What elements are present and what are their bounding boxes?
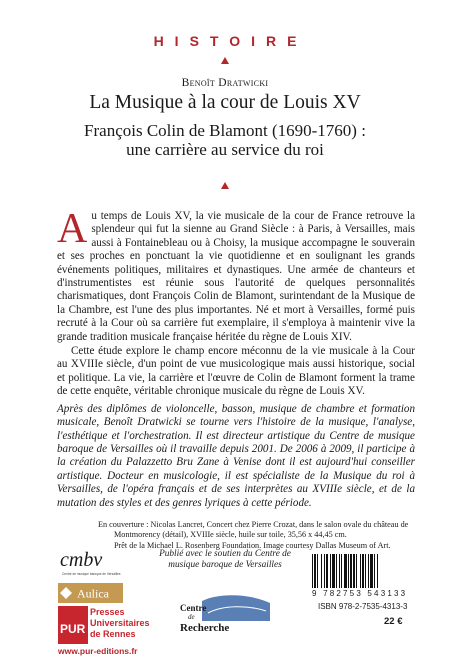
subtitle-line-1: François Colin de Blamont (1690-1760) : bbox=[84, 121, 366, 140]
series-label: HISTOIRE bbox=[153, 33, 308, 49]
barcode-bar bbox=[350, 554, 352, 588]
svg-text:Centre de musique baroque de V: Centre de musique baroque de Versailles bbox=[62, 572, 121, 576]
barcode-icon bbox=[310, 554, 416, 588]
barcode-bar bbox=[365, 554, 366, 588]
paragraph-2: Cette étude explore le champ encore méconnu de la vie musicale à la Cour au XVIIIe siècle, d'un point de vue musicologique mais aussi historique, social et politique. La vie, la carrière et l'œuvre de Colin de Blamont forment la trame de cette enquête, véritable chronique musicale du règne de Louis XV. bbox=[57, 345, 415, 398]
cover-credits bbox=[98, 520, 418, 551]
book-title: La Musique à la cour de Louis XV bbox=[89, 92, 361, 113]
barcode-bar bbox=[336, 554, 337, 588]
barcode-bar bbox=[356, 554, 357, 588]
barcode-bar bbox=[317, 554, 318, 588]
credits-line-2: Prêt de la Michael L. Rosenberg Foundation. Image courtesy Dallas Museum of Art. bbox=[114, 540, 391, 550]
barcode-bar bbox=[377, 554, 378, 588]
drop-cap: A bbox=[57, 206, 88, 252]
svg-text:de Rennes: de Rennes bbox=[90, 629, 136, 639]
pur-logo bbox=[58, 606, 158, 644]
back-cover-text bbox=[57, 206, 415, 510]
barcode-bar bbox=[344, 554, 347, 588]
triangle-ornament-icon bbox=[221, 182, 229, 189]
crr-emblem-icon bbox=[202, 595, 270, 621]
cmbv-logo-icon bbox=[58, 548, 128, 578]
crr-logo bbox=[178, 591, 278, 633]
barcode-bar bbox=[321, 554, 322, 588]
svg-text:PUR: PUR bbox=[60, 622, 86, 636]
barcode-bar bbox=[370, 554, 373, 588]
price: 22 € bbox=[384, 616, 403, 627]
barcode-bar bbox=[330, 554, 331, 588]
book-subtitle bbox=[0, 121, 450, 159]
svg-text:Universitaires: Universitaires bbox=[90, 618, 150, 628]
subtitle-line-2: une carrière au service du roi bbox=[126, 140, 324, 159]
barcode-bar bbox=[348, 554, 349, 588]
triangle-ornament-icon bbox=[221, 57, 229, 64]
barcode-bar bbox=[324, 554, 325, 588]
barcode-bar bbox=[332, 554, 335, 588]
paragraph-1-text: u temps de Louis XV, la vie musicale de la cour de France retrouve la splendeur qui fut la sienne au Grand Siècle : à Paris, à Versailles, mais aussi à Fontainebleau ou à Choisy, la musique accompagne le souverain et ses proches en ponctuant la vie quotidienne et en soulignant les grands événements politiques, militaires et dynastiques. Une armée de chanteurs et d'instrumentistes est réunie sous l'autorité de quelques personnalités charismatiques, dont François Colin de Blamont, surintendant de la Musique de la Chambre, est l'une des plus importantes. Né et mort à Versailles, formé puis recruté à la Cour où sa carrière fut exemplaire, il s'employa à maintenir vive la grande tradition musicale française héritée du règne de Louis XIV. bbox=[57, 210, 415, 343]
svg-text:Recherche: Recherche bbox=[180, 622, 230, 633]
publisher-url[interactable]: www.pur-editions.fr bbox=[58, 646, 138, 656]
isbn: ISBN 978-2-7535-4313-3 bbox=[318, 602, 408, 611]
barcode-bar bbox=[362, 554, 364, 588]
barcode-bar bbox=[339, 554, 340, 588]
credits-line-1: En couverture : Nicolas Lancret, Concert chez Pierre Crozat, dans le salon ovale du château de Montmorency (détail), XVIIIe siècle, huile sur toile, 35,56 x 44,45 cm. bbox=[98, 520, 409, 540]
barcode bbox=[310, 554, 416, 588]
svg-text:de: de bbox=[188, 613, 195, 621]
barcode-bar bbox=[374, 554, 375, 588]
author: Benoît Dratwicki bbox=[181, 77, 269, 89]
barcode-bar bbox=[312, 554, 313, 588]
barcode-digits: 9 782753 543133 bbox=[312, 589, 408, 598]
barcode-bar bbox=[368, 554, 369, 588]
svg-text:Centre: Centre bbox=[180, 603, 207, 613]
barcode-bar bbox=[360, 554, 361, 588]
barcode-bar bbox=[341, 554, 342, 588]
paragraph-1 bbox=[57, 206, 415, 344]
diamond-icon bbox=[60, 587, 72, 599]
barcode-bar bbox=[353, 554, 355, 588]
svg-text:Aulica: Aulica bbox=[77, 586, 109, 601]
svg-text:Presses: Presses bbox=[90, 607, 125, 617]
barcode-bar bbox=[326, 554, 328, 588]
author-bio: Après des diplômes de violoncelle, basson, musique de chambre et formation musicale, Benoît Dratwicki se tourne vers l'histoire de la musique, l'analyse, l'esthétique et l'orchestration. Il est directeur artistique du Centre de musique baroque de Versailles où il travaille depuis 2001. De 2006 à 2009, il participe à la création du Palazzetto Bru Zane à Venise dont il est aujourd'hui conseiller artistique. Docteur en musicologie, il est spécialiste de la Musique du roi à Versailles, de l'opéra français et de ses interprètes au XVIIIe siècle, et de la mutation des styles et des genres lyriques à cette période. bbox=[57, 402, 415, 509]
support-notice: Publié avec le soutien du Centre de musique baroque de Versailles bbox=[159, 549, 291, 571]
svg-text:cmbv: cmbv bbox=[60, 549, 103, 571]
aulica-logo bbox=[58, 583, 123, 603]
cmbv-logo bbox=[58, 548, 128, 578]
barcode-bar bbox=[314, 554, 316, 588]
